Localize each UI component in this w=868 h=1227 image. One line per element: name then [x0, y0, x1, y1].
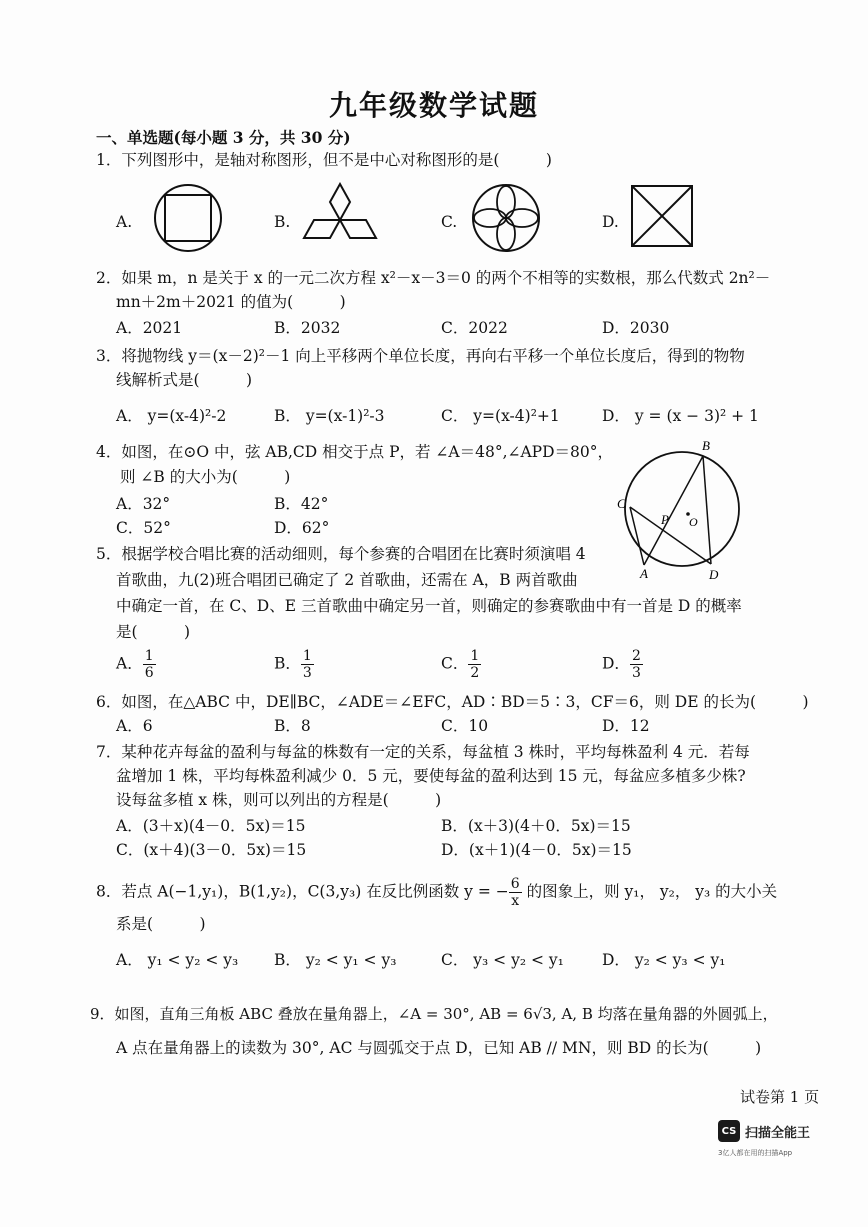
- q2-option-b: B．2032: [274, 319, 341, 337]
- scanner-logo: [718, 1120, 810, 1142]
- q6-option-a: A．6: [116, 717, 153, 735]
- q9-line1: 9．如图，直角三角板 ABC 叠放在量角器上，∠A = 30°, AB = 6√3, A, B 均落在量角器的外圆弧上，: [90, 1005, 778, 1023]
- q7-line2: 盆增加 1 株，平均每株盈利减少 0．5 元，要使每盆的盈利达到 15 元，每盆应多植多少株?: [116, 767, 746, 785]
- q8-option-b: B． y₂ < y₁ < y₃: [274, 951, 397, 969]
- q1-option-a: A.: [116, 213, 133, 231]
- q5-line2: 首歌曲，九(2)班合唱团已确定了 2 首歌曲，还需在 A，B 两首歌曲: [116, 571, 578, 589]
- q2-line1: 2．如果 m，n 是关于 x 的一元二次方程 x²－x－3＝0 的两个不相等的实数根，那么代数式 2n²－: [96, 269, 771, 287]
- q8-line1: 8．若点 A(−1,y₁)，B(1,y₂)，C(3,y₃) 在反比例函数 y = − $\frac{6}{x}$ 的图象上，则 y₁， y₂， y₃ 的大小关: [96, 876, 778, 909]
- q1-option-d: D.: [602, 213, 619, 231]
- q5-line4: 是( ): [116, 623, 191, 641]
- scanner-tagline: 3亿人都在用的扫描App: [718, 1149, 793, 1157]
- q7-option-b: B．(x＋3)(4＋0．5x)＝15: [441, 817, 631, 835]
- q4-option-c: C．52°: [116, 519, 171, 537]
- q4-label-c: C: [617, 496, 626, 511]
- q7-line1: 7．某种花卉每盆的盈利与每盆的株数有一定的关系，每盆植 3 株时，平均每株盈利 4 元．若每: [96, 743, 750, 761]
- q4-option-a: A．32°: [116, 495, 171, 513]
- q1-figure-c: [470, 182, 542, 254]
- q4-label-b: B: [702, 438, 710, 453]
- q3-option-b: B． y=(x-1)²-3: [274, 407, 385, 425]
- page-title: 九年级数学试题: [328, 89, 539, 122]
- q8-line2: 系是( ): [116, 915, 206, 933]
- q4-option-b: B．42°: [274, 495, 329, 513]
- q1-stem: 1．下列图形中，是轴对称图形，但不是中心对称图形的是( ): [96, 151, 552, 169]
- q1-figure-a: [152, 182, 224, 254]
- q5-option-c: C． $\frac{1}{2}$: [441, 648, 480, 681]
- q4-line1: 4．如图，在⊙O 中，弦 AB,CD 相交于点 P，若 ∠A＝48°,∠APD＝80°，: [96, 443, 614, 461]
- q9-line2: A 点在量角器上的读数为 30°, AC 与圆弧交于点 D，已知 AB // MN，则 BD 的长为( ): [116, 1039, 762, 1057]
- q2-line2: mn＋2m＋2021 的值为( ): [116, 293, 346, 311]
- q1-figure-d: [630, 184, 694, 248]
- q3-option-d: D． y = (x − 3)² + 1: [602, 407, 759, 425]
- q7-option-c: C．(x＋4)(3－0．5x)＝15: [116, 841, 307, 859]
- q3-line2: 线解析式是( ): [116, 371, 253, 389]
- q3-option-c: C． y=(x-4)²+1: [441, 407, 560, 425]
- q3-option-a: A． y=(x-4)²-2: [116, 407, 227, 425]
- page-number: 试卷第 1 页: [740, 1088, 820, 1106]
- q4-line2: 则 ∠B 的大小为( ): [120, 468, 291, 486]
- q5-option-d: D． $\frac{2}{3}$: [602, 648, 641, 681]
- q4-label-d: D: [709, 567, 719, 582]
- scanner-app-name: 扫描全能王: [745, 1125, 811, 1141]
- q8-option-d: D． y₂ < y₃ < y₁: [602, 951, 726, 969]
- q4-option-d: D．62°: [274, 519, 330, 537]
- q6-option-b: B．8: [274, 717, 311, 735]
- q3-line1: 3．将抛物线 y＝(x－2)²－1 向上平移两个单位长度，再向右平移一个单位长度后，得到的物物: [96, 347, 745, 365]
- q7-option-d: D．(x＋1)(4－0．5x)＝15: [441, 841, 632, 859]
- q4-circle-figure: [610, 432, 750, 582]
- q5-option-b: B． $\frac{1}{3}$: [274, 648, 312, 681]
- q2-option-d: D．2030: [602, 319, 670, 337]
- q2-option-a: A．2021: [116, 319, 183, 337]
- q5-option-a: A． $\frac{1}{6}$: [116, 648, 154, 681]
- scanner-logo-icon: CS: [718, 1120, 740, 1142]
- q4-label-p: P: [661, 512, 669, 527]
- q2-option-c: C．2022: [441, 319, 508, 337]
- q1-option-c: C.: [441, 213, 458, 231]
- q7-line3: 设每盆多植 x 株，则可以列出的方程是( ): [116, 791, 442, 809]
- q4-label-a: A: [640, 566, 648, 581]
- q6-option-d: D．12: [602, 717, 650, 735]
- q6-line1: 6．如图，在△ABC 中，DE∥BC，∠ADE＝∠EFC，AD∶BD＝5∶3，CF＝6，则 DE 的长为( ): [96, 693, 809, 711]
- q4-label-o: O: [689, 515, 698, 529]
- q1-figure-b: [300, 182, 380, 248]
- section-heading: 一、单选题(每小题 3 分，共 30 分): [96, 128, 351, 147]
- q7-option-a: A．(3＋x)(4－0．5x)＝15: [116, 817, 306, 835]
- q8-option-c: C． y₃ < y₂ < y₁: [441, 951, 564, 969]
- q6-option-c: C．10: [441, 717, 489, 735]
- q8-option-a: A． y₁ < y₂ < y₃: [116, 951, 239, 969]
- q5-line3: 中确定一首，在 C、D、E 三首歌曲中确定另一首，则确定的参赛歌曲中有一首是 D 的概率: [116, 597, 742, 615]
- q5-line1: 5．根据学校合唱比赛的活动细则，每个参赛的合唱团在比赛时须演唱 4: [96, 545, 586, 563]
- q1-option-b: B.: [274, 213, 291, 231]
